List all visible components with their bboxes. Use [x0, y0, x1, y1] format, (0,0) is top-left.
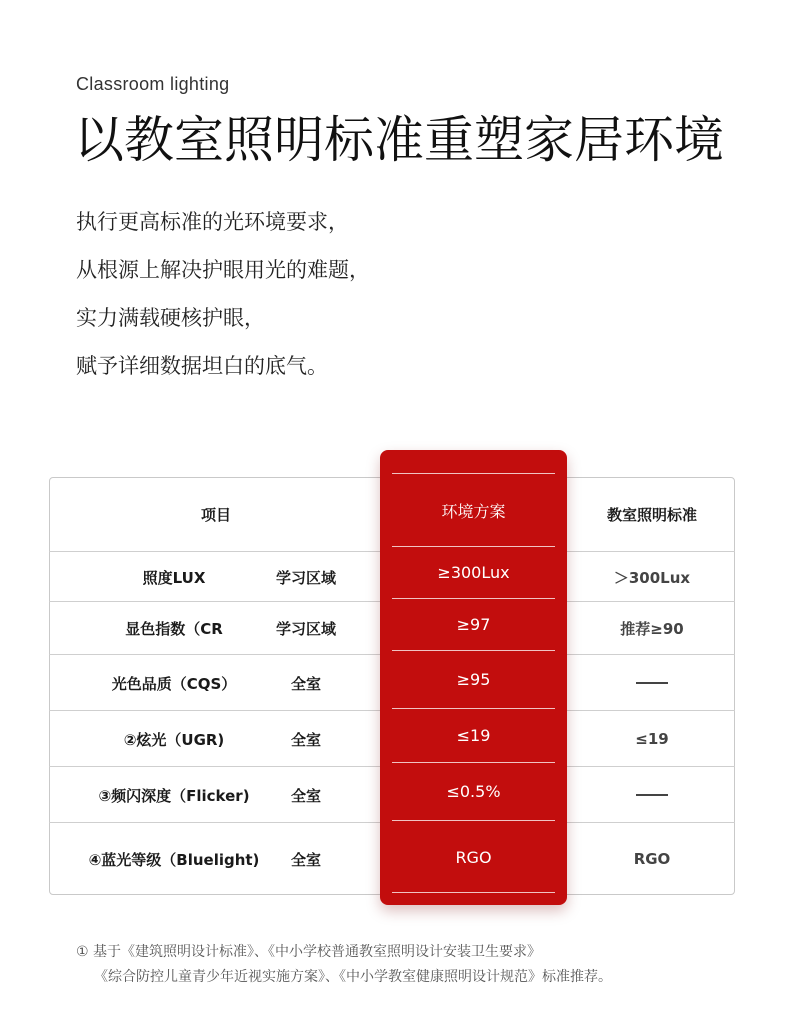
row-standard-dash	[569, 767, 735, 823]
row-name: ④蓝光等级（Bluelight)	[88, 850, 260, 869]
footnotes	[76, 940, 612, 990]
row-area: 全室	[290, 730, 321, 749]
row-solution: RGO	[455, 848, 492, 867]
page-title: 以教室照明标准重塑家居环境	[74, 111, 724, 169]
row-area: 学习区域	[275, 568, 336, 587]
row-standard: 推荐≥90	[620, 620, 684, 638]
dash-icon	[636, 794, 668, 796]
row-solution: ≥95	[456, 670, 491, 689]
row-solution: ≤19	[456, 726, 491, 745]
intro-line: 赋予详细数据坦白的底气。	[76, 354, 328, 378]
section-eyebrow: Classroom lighting	[76, 74, 230, 94]
row-solution: ≥300Lux	[437, 563, 510, 582]
row-solution: ≤0.5%	[446, 782, 501, 801]
row-name: 光色品质（CQS）	[111, 674, 237, 693]
row-standard: ＞300Lux	[613, 568, 691, 587]
row-standard: RGO	[633, 850, 671, 868]
row-name: ②炫光（UGR)	[123, 730, 225, 749]
row-name: ③频闪深度（Flicker)	[98, 786, 250, 805]
row-standard-dash	[569, 655, 735, 711]
header-standard: 教室照明标准	[606, 506, 697, 524]
row-area: 学习区域	[275, 620, 336, 638]
row-area: 全室	[290, 786, 321, 805]
intro-paragraph	[76, 198, 370, 390]
intro-line: 执行更高标准的光环境要求，	[76, 210, 349, 234]
header-solution: 环境方案	[441, 501, 506, 521]
highlight-column	[380, 450, 567, 905]
row-solution: ≥97	[456, 615, 491, 634]
footnote-line: 《综合防控儿童青少年近视实施方案》、《中小学教室健康照明设计规范》标准推荐。	[94, 969, 612, 985]
intro-line: 从根源上解决护眼用光的难题，	[76, 258, 370, 282]
row-area: 全室	[290, 850, 321, 869]
footnote-line: ① 基于《建筑照明设计标准》、《中小学校普通教室照明设计安装卫生要求》	[76, 944, 541, 960]
header-item: 项目	[200, 506, 231, 524]
row-area: 全室	[290, 674, 321, 693]
row-name: 照度LUX	[142, 568, 206, 587]
row-standard: ≤19	[635, 730, 669, 748]
intro-line: 实力满载硬核护眼，	[76, 306, 265, 330]
row-name: 显色指数（CR	[125, 620, 223, 638]
dash-icon	[636, 682, 668, 684]
